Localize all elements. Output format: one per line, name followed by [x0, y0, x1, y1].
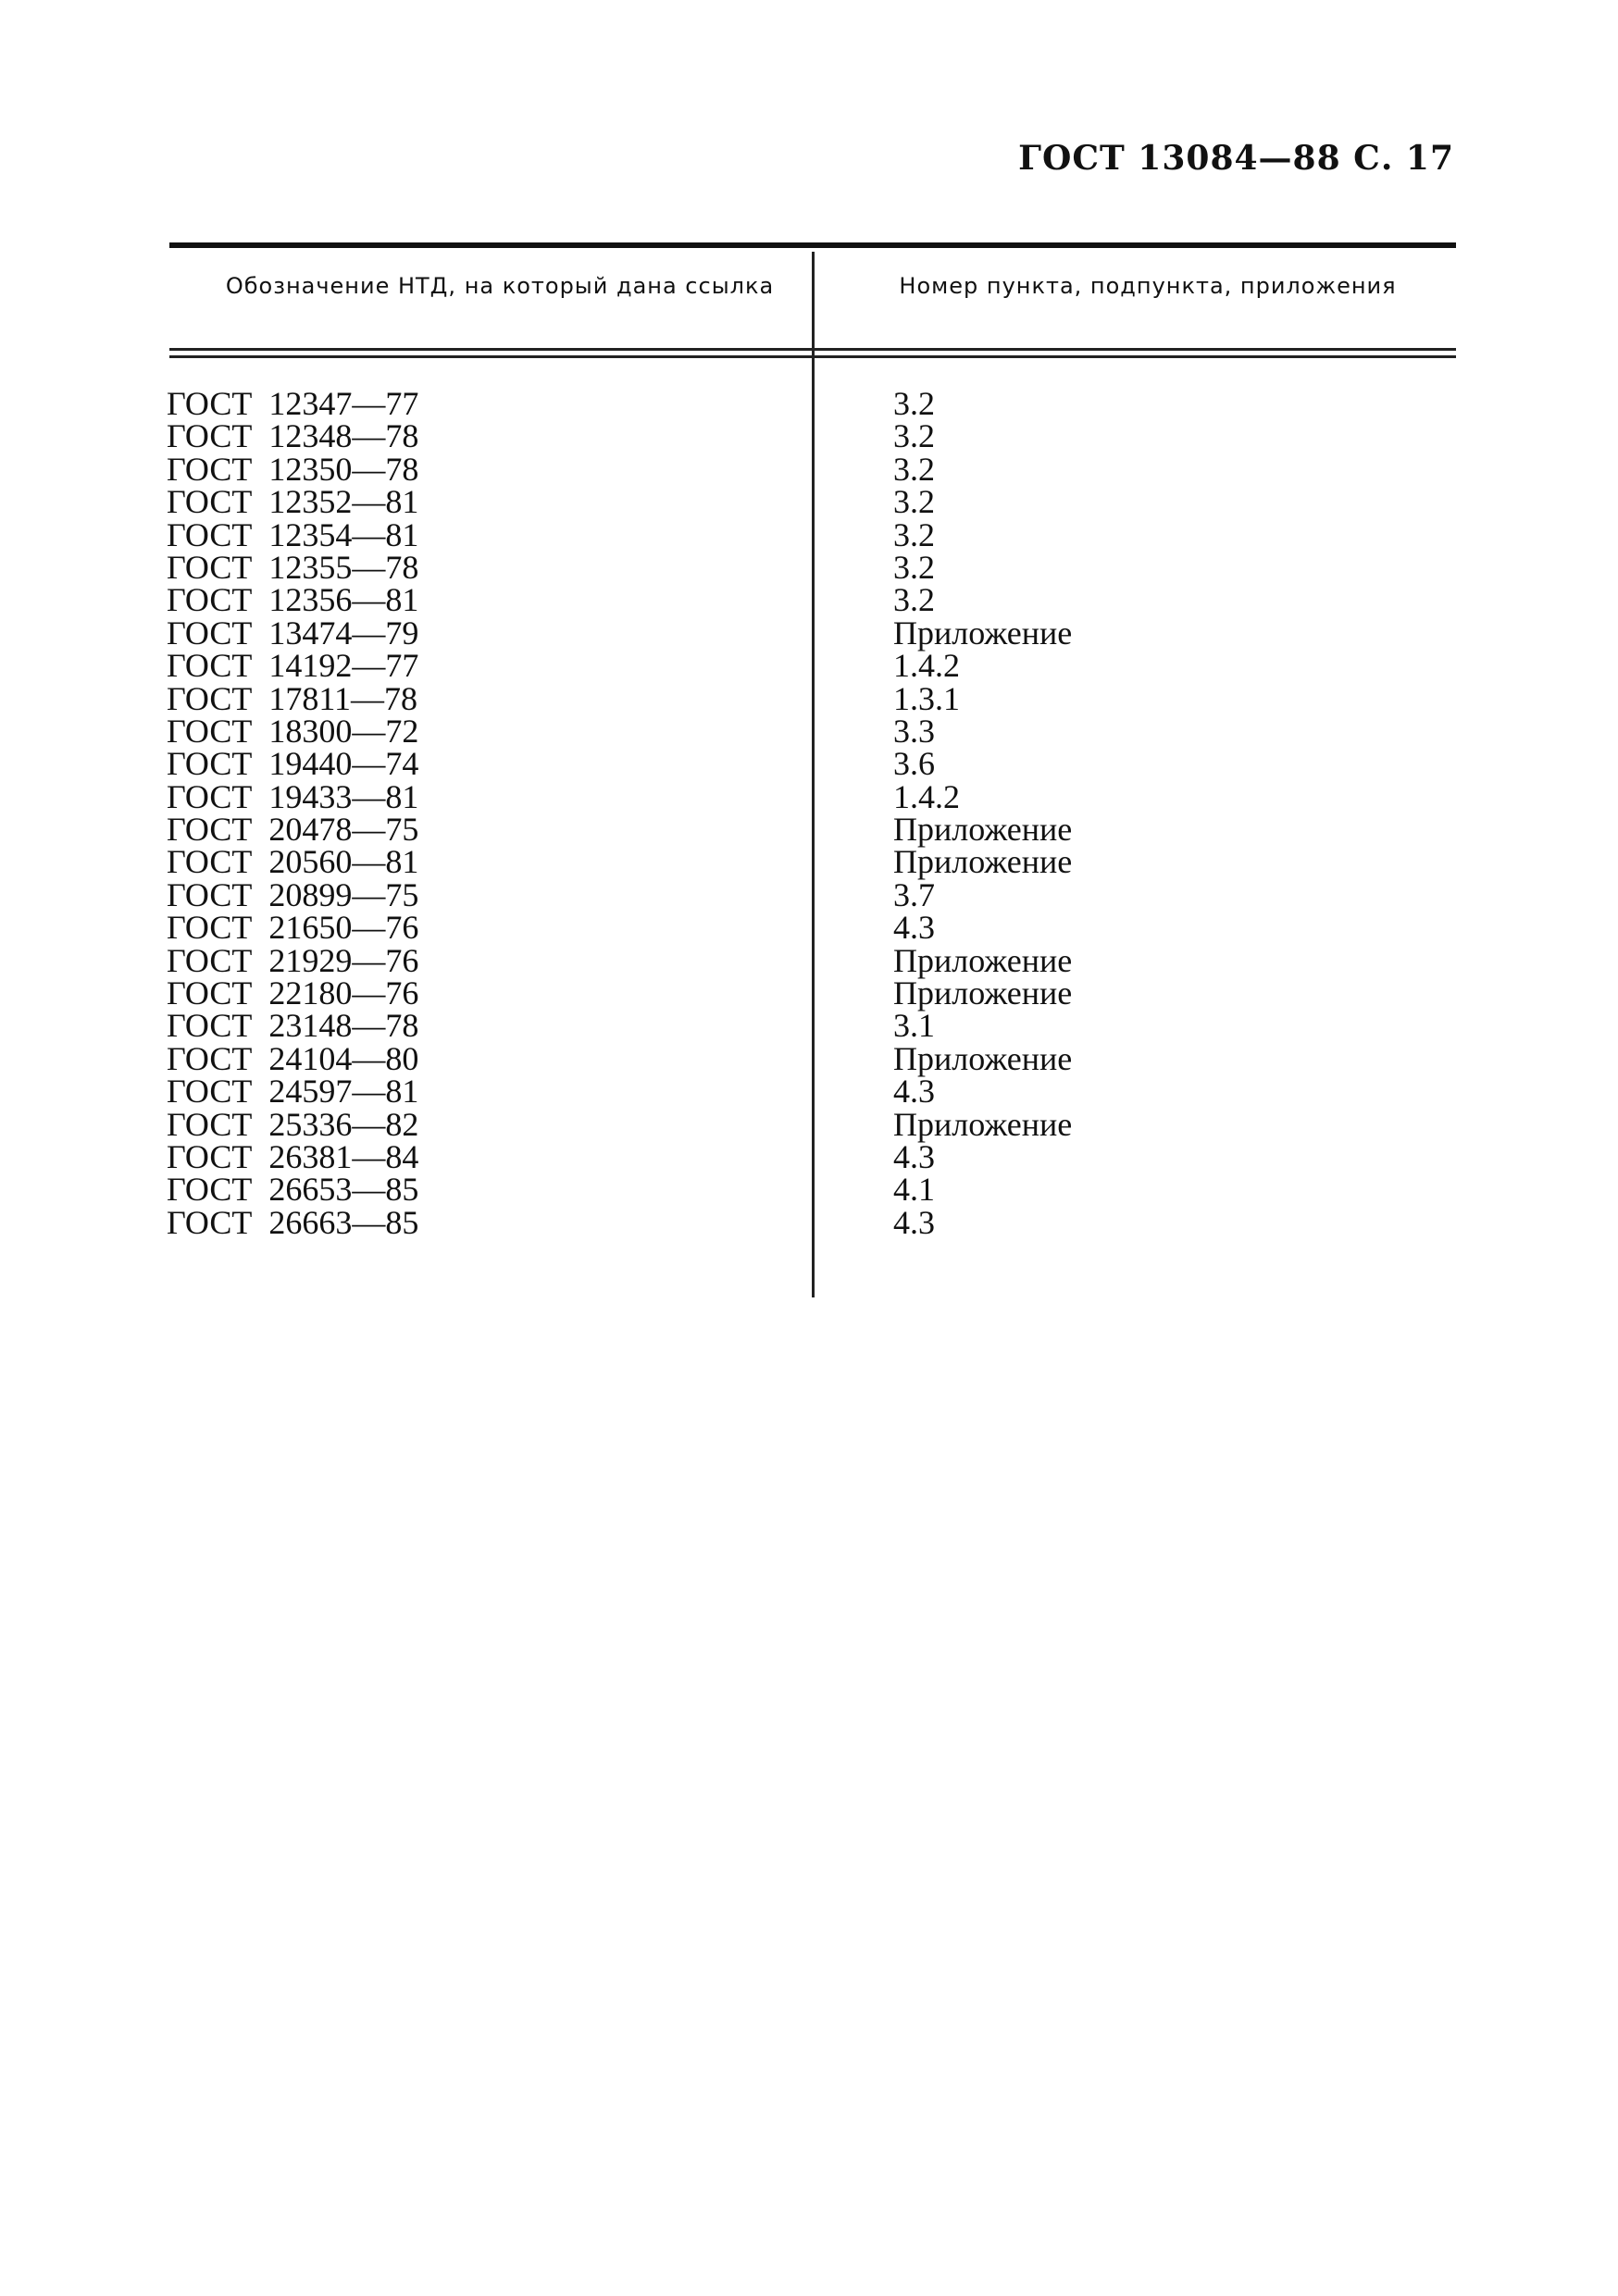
- table-row: [0, 1137, 1618, 1175]
- reference-prefix: ГОСТ: [167, 875, 253, 913]
- reference-designation: [167, 647, 419, 685]
- reference-prefix: ГОСТ: [167, 843, 253, 881]
- reference-prefix: ГОСТ: [167, 385, 253, 422]
- reference-prefix: ГОСТ: [167, 417, 253, 455]
- table-row: [0, 1203, 1618, 1241]
- table-row: [0, 1171, 1618, 1209]
- reference-number: 14192—77: [268, 647, 419, 685]
- reference-designation: [167, 616, 418, 650]
- reference-designation: [167, 1073, 419, 1111]
- table-row: [0, 745, 1618, 783]
- reference-prefix: ГОСТ: [167, 1105, 253, 1143]
- reference-prefix: ГОСТ: [167, 581, 253, 619]
- reference-designation: [167, 1203, 419, 1241]
- table-row: [0, 1007, 1618, 1045]
- table-row: [0, 974, 1618, 1012]
- section-reference: 3.2: [893, 385, 935, 422]
- reference-prefix: ГОСТ: [167, 483, 253, 521]
- reference-designation: [167, 745, 419, 783]
- section-reference: Приложение: [893, 1105, 1073, 1143]
- section-reference: 1.3.1: [893, 679, 960, 717]
- table-row: [0, 614, 1618, 652]
- reference-prefix: ГОСТ: [167, 515, 253, 553]
- reference-prefix: ГОСТ: [167, 745, 253, 783]
- reference-prefix: ГОСТ: [167, 614, 253, 652]
- reference-number: 12354—81: [268, 515, 419, 553]
- reference-number: 13474—79: [268, 614, 419, 652]
- reference-designation: [167, 1007, 419, 1045]
- section-reference: 4.3: [893, 1137, 935, 1175]
- table-row: [0, 1039, 1618, 1077]
- section-reference: 3.2: [893, 548, 935, 586]
- reference-prefix: ГОСТ: [167, 811, 253, 849]
- reference-number: 21650—76: [268, 909, 419, 947]
- reference-designation: [167, 1105, 419, 1143]
- reference-number: 26663—85: [268, 1203, 419, 1241]
- reference-prefix: ГОСТ: [167, 1171, 253, 1209]
- reference-number: 26381—84: [268, 1137, 419, 1175]
- section-reference: 4.3: [893, 1203, 935, 1241]
- reference-number: 25336—82: [268, 1105, 419, 1143]
- section-reference: 1.4.2: [893, 777, 960, 815]
- reference-designation: [167, 419, 418, 453]
- reference-number: 12352—81: [268, 483, 419, 521]
- table-row: [0, 941, 1618, 979]
- table-row: [0, 385, 1618, 422]
- reference-designation: [167, 387, 418, 420]
- reference-prefix: ГОСТ: [167, 647, 253, 685]
- table-row: [0, 679, 1618, 717]
- page-header: ГОСТ 13084—88 С. 17: [1018, 139, 1454, 178]
- table-top-rule: [169, 242, 1456, 248]
- reference-number: 20560—81: [268, 843, 419, 881]
- reference-number: 12350—78: [268, 450, 419, 488]
- reference-number: 12356—81: [268, 581, 419, 619]
- reference-designation: [167, 483, 419, 521]
- reference-prefix: ГОСТ: [167, 1203, 253, 1241]
- reference-number: 12347—77: [268, 385, 419, 422]
- reference-prefix: ГОСТ: [167, 679, 253, 717]
- table-row: [0, 777, 1618, 815]
- table-row: [0, 581, 1618, 619]
- reference-number: 19440—74: [268, 745, 419, 783]
- reference-designation: [167, 941, 419, 979]
- section-reference: Приложение: [893, 811, 1073, 849]
- reference-designation: [167, 679, 418, 717]
- section-reference: 3.1: [893, 1007, 935, 1045]
- reference-designation: [167, 777, 419, 815]
- reference-number: 19433—81: [268, 777, 419, 815]
- reference-number: 21929—76: [268, 941, 419, 979]
- reference-prefix: ГОСТ: [167, 1039, 253, 1077]
- reference-prefix: ГОСТ: [167, 1007, 253, 1045]
- reference-number: 17811—78: [268, 679, 418, 717]
- table-row: [0, 417, 1618, 455]
- reference-designation: [167, 515, 419, 553]
- table-row: [0, 712, 1618, 750]
- section-reference: 3.2: [893, 417, 935, 455]
- section-reference: Приложение: [893, 843, 1073, 881]
- section-reference: 3.2: [893, 515, 935, 553]
- reference-designation: [167, 909, 419, 947]
- table-row: [0, 548, 1618, 586]
- reference-designation: [167, 875, 419, 913]
- table-row: [0, 450, 1618, 488]
- reference-designation: [167, 976, 418, 1010]
- reference-designation: [167, 450, 419, 488]
- section-reference: 4.3: [893, 1073, 935, 1111]
- reference-prefix: ГОСТ: [167, 712, 253, 750]
- table-row: [0, 1105, 1618, 1143]
- section-reference: 3.2: [893, 581, 935, 619]
- section-reference: 3.6: [893, 745, 935, 783]
- section-reference: Приложение: [893, 941, 1073, 979]
- column-header-reference: Обозначение НТД, на который дана ссылка: [225, 273, 775, 299]
- section-reference: 4.1: [893, 1171, 935, 1209]
- section-reference: 1.4.2: [893, 647, 960, 685]
- reference-number: 12355—78: [268, 548, 419, 586]
- section-reference: 3.7: [893, 875, 935, 913]
- reference-number: 22180—76: [268, 974, 419, 1012]
- header-rule-lower: [169, 355, 1456, 358]
- reference-designation: [167, 714, 418, 748]
- reference-prefix: ГОСТ: [167, 909, 253, 947]
- section-reference: Приложение: [893, 1039, 1073, 1077]
- section-reference: 4.3: [893, 909, 935, 947]
- reference-designation: [167, 581, 419, 619]
- section-reference: 3.3: [893, 712, 935, 750]
- reference-designation: [167, 1137, 419, 1175]
- table-row: [0, 811, 1618, 849]
- reference-designation: [167, 1171, 419, 1209]
- reference-designation: [167, 1039, 419, 1077]
- reference-number: 12348—78: [268, 417, 419, 455]
- header-rule-upper: [169, 348, 1456, 351]
- reference-number: 24597—81: [268, 1073, 419, 1111]
- section-reference: 3.2: [893, 450, 935, 488]
- reference-table: [0, 385, 1618, 1241]
- reference-prefix: ГОСТ: [167, 1073, 253, 1111]
- section-reference: Приложение: [893, 974, 1073, 1012]
- table-row: [0, 647, 1618, 685]
- table-row: [0, 515, 1618, 553]
- reference-number: 18300—72: [268, 712, 419, 750]
- reference-designation: [167, 548, 419, 586]
- reference-number: 23148—78: [268, 1007, 419, 1045]
- reference-number: 24104—80: [268, 1039, 419, 1077]
- reference-prefix: ГОСТ: [167, 1137, 253, 1175]
- table-row: [0, 1073, 1618, 1111]
- table-row: [0, 875, 1618, 913]
- reference-prefix: ГОСТ: [167, 450, 253, 488]
- reference-number: 26653—85: [268, 1171, 419, 1209]
- section-reference: 3.2: [893, 483, 935, 521]
- reference-prefix: ГОСТ: [167, 974, 253, 1012]
- reference-prefix: ГОСТ: [167, 777, 253, 815]
- section-reference: Приложение: [893, 614, 1073, 652]
- reference-designation: [167, 811, 419, 849]
- table-row: [0, 843, 1618, 881]
- reference-number: 20899—75: [268, 875, 419, 913]
- reference-prefix: ГОСТ: [167, 548, 253, 586]
- table-row: [0, 483, 1618, 521]
- table-row: [0, 909, 1618, 947]
- reference-prefix: ГОСТ: [167, 941, 253, 979]
- column-header-item: Номер пункта, подпункта, приложения: [899, 273, 1397, 299]
- reference-number: 20478—75: [268, 811, 419, 849]
- reference-designation: [167, 843, 419, 881]
